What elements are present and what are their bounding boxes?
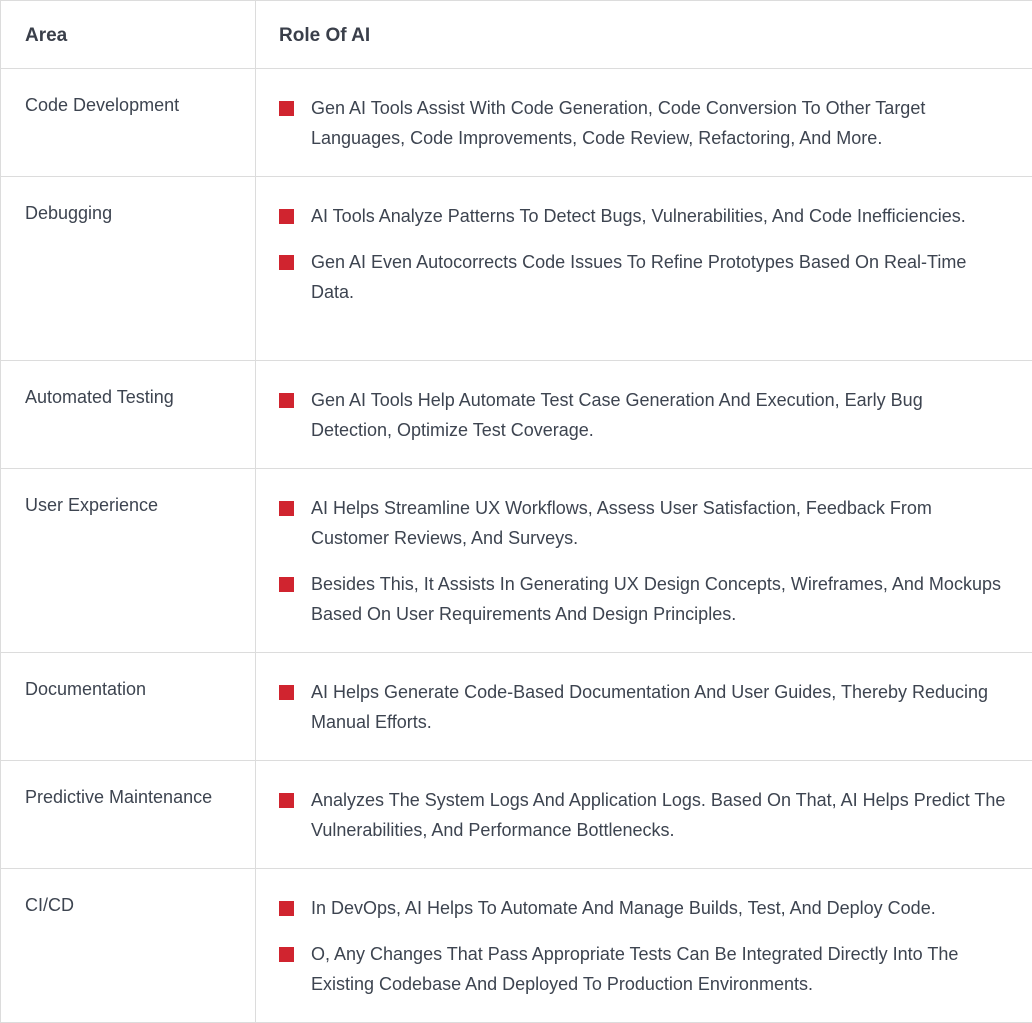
- bullet-item: [279, 893, 1008, 923]
- bullet-text: O, Any Changes That Pass Appropriate Tests Can Be Integrated Directly Into The Existing Codebase And Deployed To Production Environments.: [311, 944, 958, 994]
- bullet-square-icon: [279, 901, 294, 916]
- bullet-text: Gen AI Even Autocorrects Code Issues To Refine Prototypes Based On Real-Time Data.: [311, 252, 966, 302]
- bullet-square-icon: [279, 685, 294, 700]
- role-cell: [256, 653, 1032, 761]
- area-cell: Documentation: [1, 653, 256, 761]
- bullet-text: AI Tools Analyze Patterns To Detect Bugs, Vulnerabilities, And Code Inefficiencies.: [311, 206, 966, 226]
- bullet-item: [279, 247, 1008, 307]
- bullet-text: In DevOps, AI Helps To Automate And Manage Builds, Test, And Deploy Code.: [311, 898, 936, 918]
- area-cell: Debugging: [1, 177, 256, 361]
- bullet-item: [279, 569, 1008, 629]
- table-row: [1, 69, 1032, 177]
- bullet-item: [279, 785, 1008, 845]
- bullet-square-icon: [279, 255, 294, 270]
- table-row: [1, 177, 1032, 361]
- bullet-item: [279, 385, 1008, 445]
- area-cell: Code Development: [1, 69, 256, 177]
- header-role: Role Of AI: [256, 1, 1032, 69]
- bullet-square-icon: [279, 577, 294, 592]
- bullet-text: AI Helps Streamline UX Workflows, Assess User Satisfaction, Feedback From Customer Reviews, And Surveys.: [311, 498, 932, 548]
- table-row: [1, 761, 1032, 869]
- bullet-text: Gen AI Tools Assist With Code Generation, Code Conversion To Other Target Languages, Code Improvements, Code Review, Refactoring, And More.: [311, 98, 925, 148]
- role-cell: [256, 361, 1032, 469]
- bullet-square-icon: [279, 101, 294, 116]
- role-cell: [256, 69, 1032, 177]
- bullet-text: Gen AI Tools Help Automate Test Case Generation And Execution, Early Bug Detection, Optimize Test Coverage.: [311, 390, 923, 440]
- bullet-item: [279, 93, 1008, 153]
- bullet-square-icon: [279, 209, 294, 224]
- area-cell: CI/CD: [1, 869, 256, 1023]
- table-row: [1, 469, 1032, 653]
- header-area: Area: [1, 1, 256, 69]
- bullet-item: [279, 677, 1008, 737]
- bullet-square-icon: [279, 947, 294, 962]
- area-cell: Predictive Maintenance: [1, 761, 256, 869]
- area-cell: Automated Testing: [1, 361, 256, 469]
- bullet-square-icon: [279, 501, 294, 516]
- bullet-item: [279, 939, 1008, 999]
- bullet-square-icon: [279, 393, 294, 408]
- role-cell: [256, 469, 1032, 653]
- role-cell: [256, 177, 1032, 361]
- role-cell: [256, 761, 1032, 869]
- table-header-row: [1, 1, 1032, 69]
- bullet-square-icon: [279, 793, 294, 808]
- table-row: [1, 653, 1032, 761]
- table-row: [1, 361, 1032, 469]
- bullet-text: AI Helps Generate Code-Based Documentation And User Guides, Thereby Reducing Manual Efforts.: [311, 682, 988, 732]
- area-cell: User Experience: [1, 469, 256, 653]
- bullet-item: [279, 201, 1008, 231]
- bullet-text: Besides This, It Assists In Generating UX Design Concepts, Wireframes, And Mockups Based On User Requirements And Design Principles.: [311, 574, 1001, 624]
- bullet-item: [279, 493, 1008, 553]
- role-cell: [256, 869, 1032, 1023]
- table-row: [1, 869, 1032, 1023]
- bullet-text: Analyzes The System Logs And Application Logs. Based On That, AI Helps Predict The Vulnerabilities, And Performance Bottlenecks.: [311, 790, 1005, 840]
